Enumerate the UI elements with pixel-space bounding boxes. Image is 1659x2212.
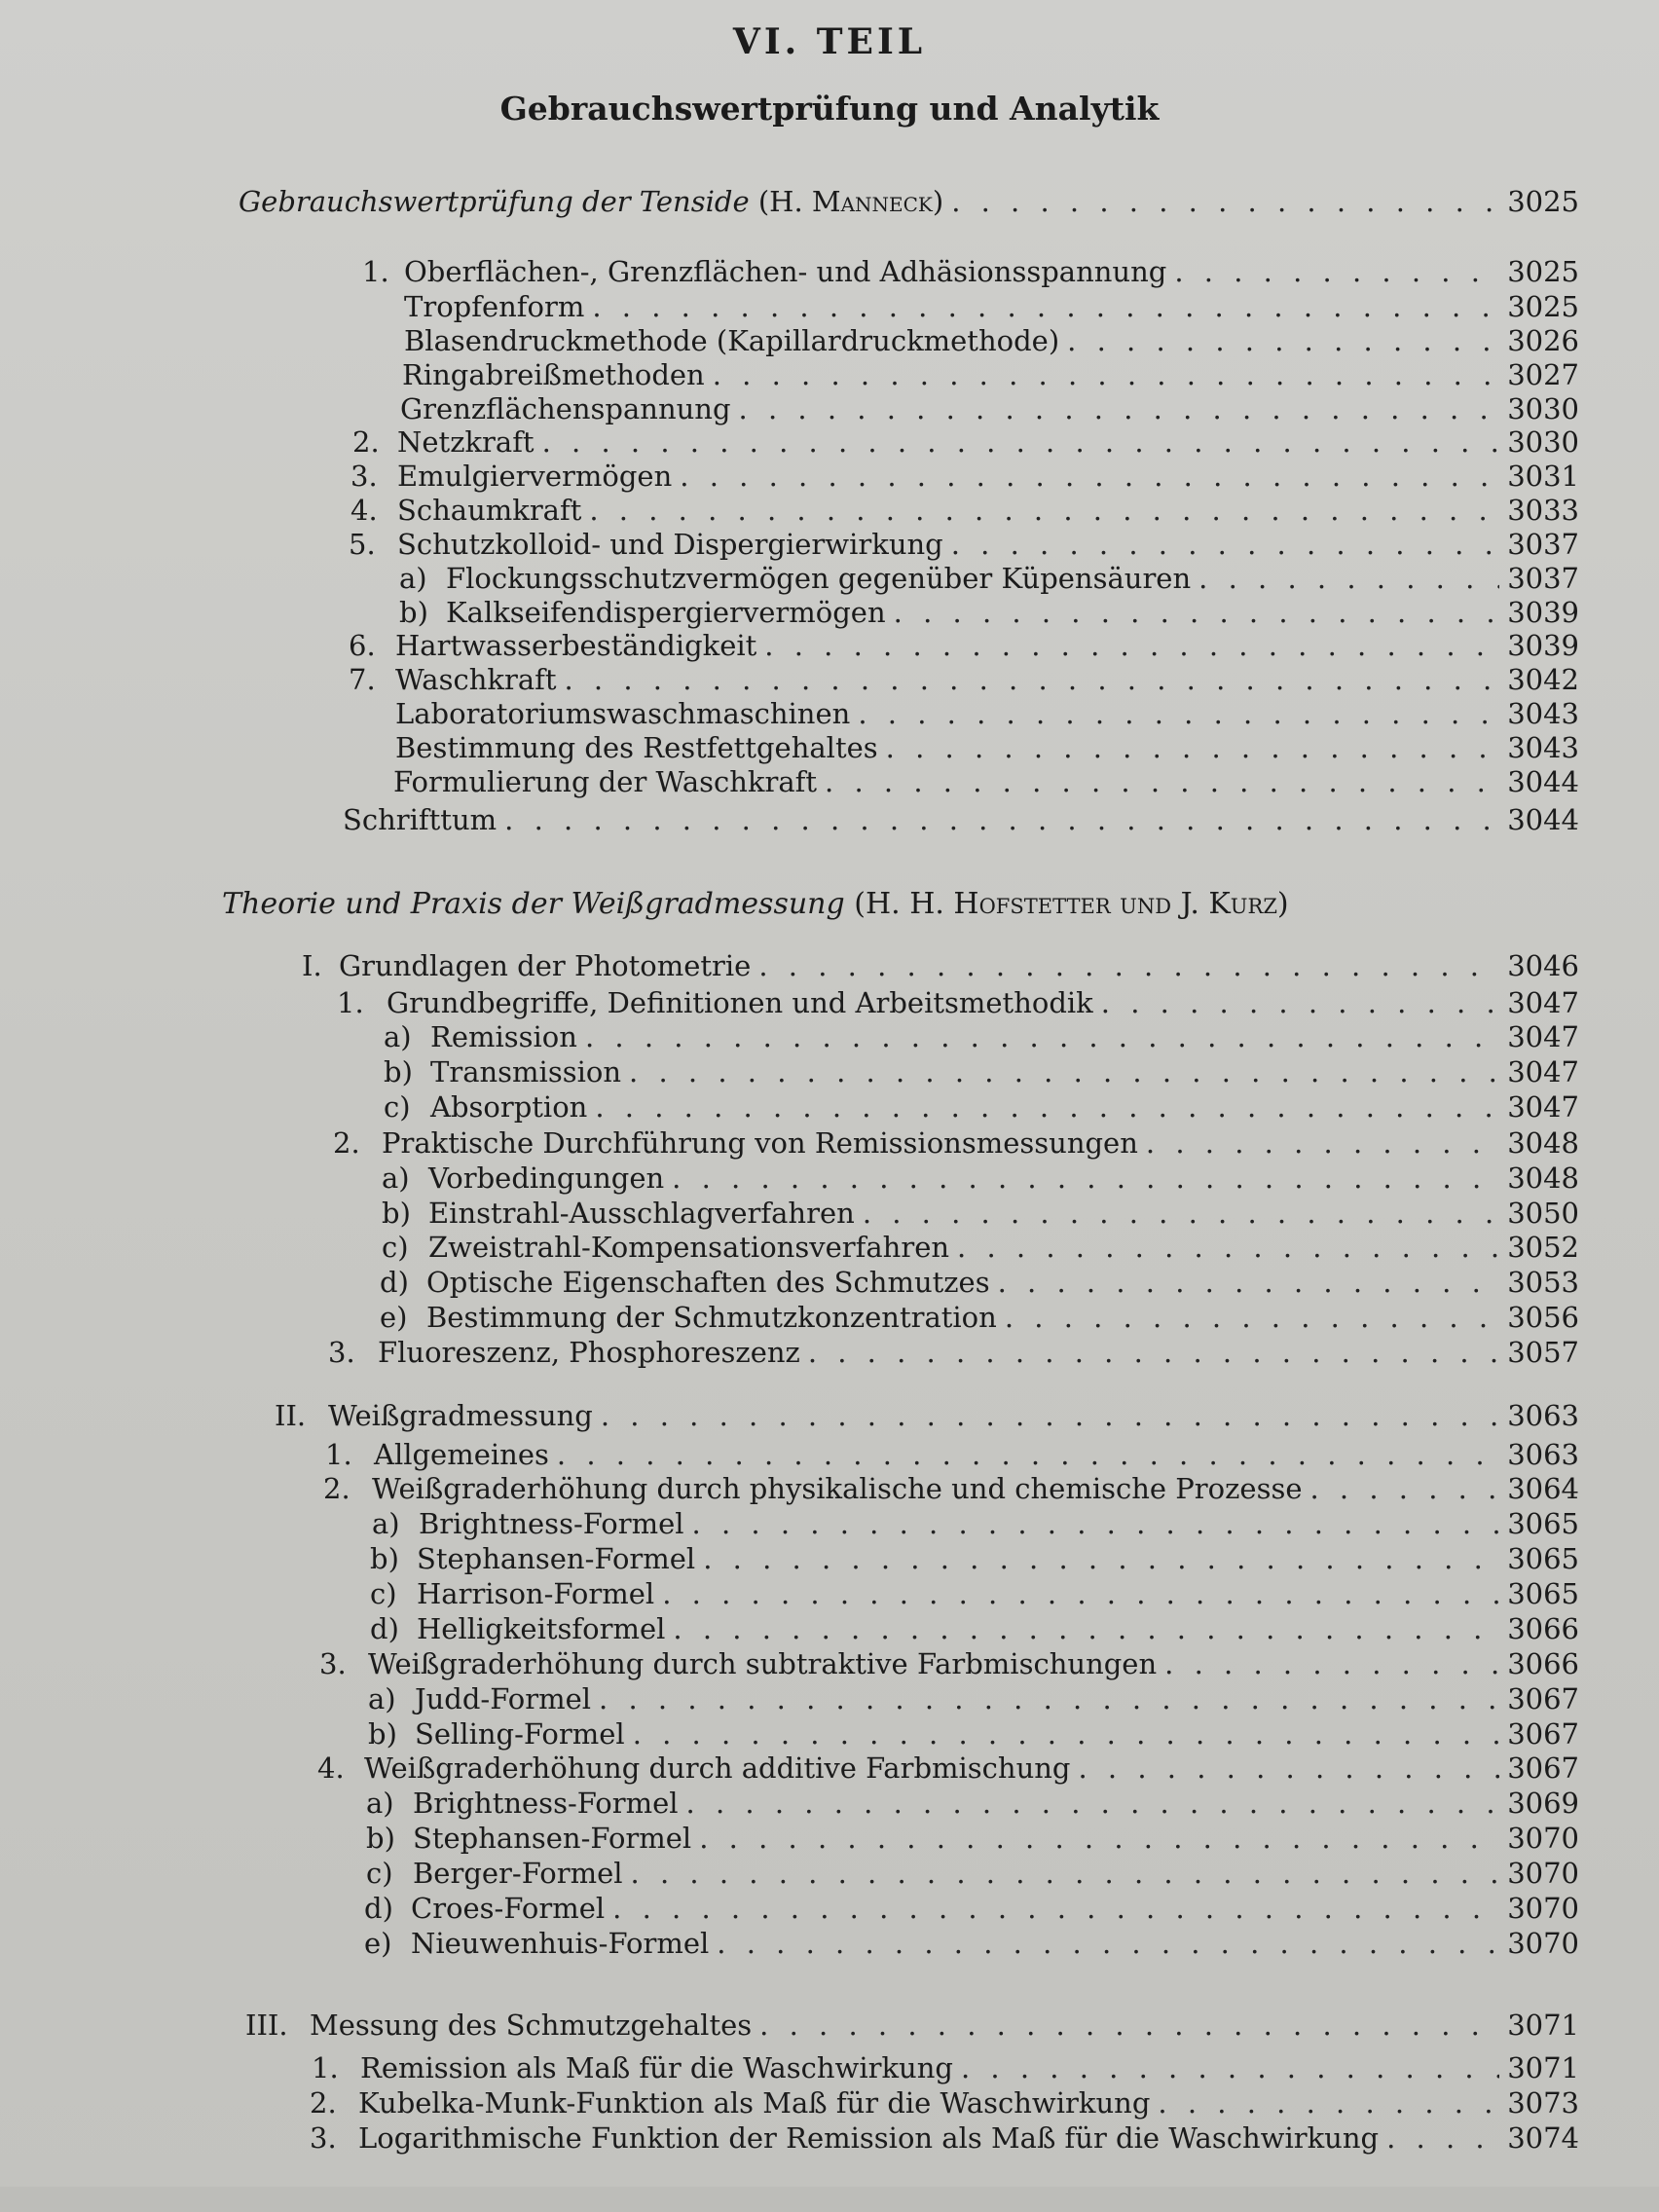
page-number: 3047	[1507, 986, 1579, 1019]
toc-entry	[245, 2009, 1579, 2042]
entry-title: Praktische Durchführung von Remissionsmessungen	[382, 1126, 1138, 1160]
toc-entry	[370, 1577, 1579, 1610]
entry-number: 3.	[310, 2121, 337, 2155]
entry-number: c)	[382, 1231, 409, 1264]
page-number: 3046	[1507, 949, 1579, 982]
entry-number: 5.	[349, 528, 376, 561]
main-title: Gebrauchswertprüfung und Analytik	[499, 90, 1160, 128]
toc-entry	[395, 697, 1579, 730]
page-number: 3070	[1507, 1892, 1579, 1925]
entry-number: c)	[366, 1857, 393, 1890]
entry-number: 4.	[317, 1751, 345, 1785]
entry-title: Grundbegriffe, Definitionen und Arbeitsmethodik	[387, 986, 1093, 1019]
page-number: 3067	[1507, 1751, 1579, 1785]
entry-title: Allgemeines	[374, 1438, 549, 1471]
entry-title: Logarithmische Funktion der Remission als Maß für die Waschwirkung	[358, 2121, 1380, 2155]
leader-dots	[1101, 986, 1499, 1019]
entry-number: 2.	[333, 1126, 360, 1160]
entry-number: 4.	[350, 494, 378, 527]
toc-entry	[368, 1682, 1579, 1715]
entry-title: Croes-Formel	[411, 1892, 606, 1925]
page-number: 3033	[1507, 494, 1579, 527]
entry-number: 3.	[319, 1647, 347, 1680]
entry-title: Bestimmung der Schmutzkonzentration	[426, 1301, 997, 1334]
section-heading-2	[222, 888, 1289, 921]
page-number: 3071	[1507, 2009, 1579, 2042]
entry-title: Messung des Schmutzgehaltes	[310, 2009, 753, 2042]
toc-entry	[323, 1472, 1579, 1505]
toc-entry	[400, 392, 1579, 425]
entry-title: Remission als Maß für die Waschwirkung	[360, 2051, 953, 2084]
leader-dots	[601, 1399, 1499, 1432]
entry-title: Transmission	[430, 1055, 622, 1088]
leader-dots	[565, 663, 1500, 696]
entry-number: 6.	[349, 629, 376, 662]
leader-dots	[1158, 2086, 1499, 2120]
entry-number: 1.	[312, 2051, 339, 2084]
leader-dots	[589, 494, 1499, 527]
entry-number: b)	[382, 1197, 411, 1230]
toc-entry	[404, 324, 1579, 357]
leader-dots	[998, 1266, 1500, 1299]
entry-title: Fluoreszenz, Phosphoreszenz	[378, 1336, 800, 1369]
page-number: 3044	[1507, 803, 1579, 836]
toc-entry	[317, 1751, 1579, 1785]
page-number: 3073	[1507, 2086, 1579, 2120]
leader-dots	[692, 1507, 1500, 1540]
entry-title: Weißgraderhöhung durch additive Farbmischung	[364, 1751, 1071, 1785]
leader-dots	[557, 1438, 1499, 1471]
entry-title: Waschkraft	[395, 663, 557, 696]
toc-entry	[404, 290, 1579, 323]
leader-dots	[717, 1927, 1499, 1960]
entry-title: Weißgraderhöhung durch subtraktive Farbmischungen	[368, 1647, 1158, 1680]
entry-title: Kubelka-Munk-Funktion als Maß für die Waschwirkung	[358, 2086, 1151, 2120]
entry-number: a)	[382, 1161, 410, 1195]
page-number: 3039	[1507, 629, 1579, 662]
leader-dots	[1079, 1751, 1500, 1785]
leader-dots	[504, 803, 1499, 836]
leader-dots	[1174, 255, 1499, 288]
section-author: (H. Manneck)	[757, 185, 944, 218]
entry-title: Helligkeitsformel	[417, 1612, 666, 1645]
entry-title: Zweistrahl-Kompensationsverfahren	[428, 1231, 950, 1264]
entry-title: Selling-Formel	[415, 1717, 625, 1751]
toc-entry	[333, 1126, 1579, 1160]
entry-title: Ringabreißmethoden	[402, 358, 705, 391]
page-number: 3025	[1507, 185, 1579, 218]
page-number: 3037	[1507, 528, 1579, 561]
page-number: 3067	[1507, 1682, 1579, 1715]
entry-number: c)	[384, 1090, 411, 1124]
toc-entry	[399, 562, 1579, 595]
leader-dots	[1198, 562, 1499, 595]
page-number: 3027	[1507, 358, 1579, 391]
toc-entry	[343, 803, 1579, 836]
leader-dots	[662, 1577, 1499, 1610]
toc-entry	[402, 358, 1579, 391]
leader-dots	[595, 1090, 1499, 1124]
leader-dots	[703, 1542, 1499, 1575]
page-number: 3065	[1507, 1577, 1579, 1610]
entry-number: a)	[372, 1507, 400, 1540]
entry-title: Berger-Formel	[413, 1857, 623, 1890]
entry-title: Einstrahl-Ausschlagverfahren	[428, 1197, 855, 1230]
toc-entry	[349, 528, 1579, 561]
toc-entry	[328, 1336, 1579, 1369]
page-number: 3030	[1507, 425, 1579, 459]
page-number: 3056	[1507, 1301, 1579, 1334]
leader-dots	[612, 1892, 1499, 1925]
toc-entry	[382, 1161, 1579, 1195]
entry-title: Nieuwenhuis-Formel	[411, 1927, 710, 1960]
entry-number: b)	[368, 1717, 397, 1751]
toc-entry	[366, 1822, 1579, 1855]
toc-entry	[382, 1197, 1579, 1230]
entry-title: Schaumkraft	[397, 494, 582, 527]
part-title: VI. TEIL	[732, 21, 927, 62]
leader-dots	[1005, 1301, 1499, 1334]
leader-dots	[1386, 2121, 1499, 2155]
page-number: 3043	[1507, 697, 1579, 730]
page-number: 3064	[1507, 1472, 1579, 1505]
leader-dots	[894, 596, 1500, 629]
leader-dots	[686, 1787, 1500, 1820]
page-number: 3025	[1507, 290, 1579, 323]
toc-entry	[349, 629, 1579, 662]
page-number: 3065	[1507, 1507, 1579, 1540]
page-number: 3057	[1507, 1336, 1579, 1369]
entry-title: Weißgraderhöhung durch physikalische und chemische Prozesse	[372, 1472, 1303, 1505]
page-number: 3074	[1507, 2121, 1579, 2155]
leader-dots	[629, 1055, 1499, 1088]
entry-number: a)	[384, 1020, 412, 1053]
entry-title: Grenzflächenspannung	[400, 392, 731, 425]
toc-entry	[310, 2121, 1579, 2155]
entry-title: Remission	[430, 1020, 577, 1053]
leader-dots	[699, 1822, 1499, 1855]
entry-number: a)	[399, 562, 427, 595]
page-number: 3071	[1507, 2051, 1579, 2084]
leader-dots	[951, 185, 1499, 218]
leader-dots	[680, 460, 1499, 493]
entry-number: d)	[380, 1266, 409, 1299]
leader-dots	[1146, 1126, 1499, 1160]
leader-dots	[585, 1020, 1499, 1053]
entry-number: 1.	[325, 1438, 352, 1471]
leader-dots	[592, 290, 1499, 323]
toc-entry	[395, 731, 1579, 764]
leader-dots	[951, 528, 1499, 561]
page-number: 3047	[1507, 1090, 1579, 1124]
entry-title: Stephansen-Formel	[417, 1542, 696, 1575]
entry-number: 1.	[362, 255, 389, 288]
entry-title: Grundlagen der Photometrie	[339, 949, 752, 982]
page-number: 3065	[1507, 1542, 1579, 1575]
page-number: 3042	[1507, 663, 1579, 696]
leader-dots	[863, 1197, 1499, 1230]
entry-title: Flockungsschutzvermögen gegenüber Küpensäuren	[446, 562, 1192, 595]
entry-title: Laboratoriumswaschmaschinen	[395, 697, 851, 730]
toc-entry	[382, 1231, 1579, 1264]
entry-number: e)	[364, 1927, 392, 1960]
leader-dots	[886, 731, 1500, 764]
entry-title: Vorbedingungen	[428, 1161, 665, 1195]
toc-entry	[380, 1266, 1579, 1299]
page-number: 3066	[1507, 1647, 1579, 1680]
entry-number: a)	[366, 1787, 394, 1820]
toc-entry	[372, 1507, 1579, 1540]
entry-number: b)	[366, 1822, 395, 1855]
page-number: 3047	[1507, 1055, 1579, 1088]
toc-entry	[325, 1438, 1579, 1471]
entry-number: 2.	[352, 425, 380, 459]
toc-entry	[350, 494, 1579, 527]
entry-title: Hartwasserbeständigkeit	[395, 629, 757, 662]
entry-title: Kalkseifendispergiervermögen	[446, 596, 886, 629]
page-number: 3063	[1507, 1399, 1579, 1432]
leader-dots	[1310, 1472, 1500, 1505]
page-number: 3070	[1507, 1927, 1579, 1960]
leader-dots	[1164, 1647, 1499, 1680]
page-number: 3069	[1507, 1787, 1579, 1820]
entry-title: Blasendruckmethode (Kapillardruckmethode)	[404, 324, 1060, 357]
leader-dots	[713, 358, 1499, 391]
entry-number: d)	[370, 1612, 399, 1645]
entry-number: b)	[384, 1055, 413, 1088]
entry-title: Optische Eigenschaften des Schmutzes	[426, 1266, 990, 1299]
toc-entry	[364, 1892, 1579, 1925]
section-title: Gebrauchswertprüfung der Tenside	[239, 185, 750, 218]
entry-number: III.	[245, 2009, 288, 2042]
entry-title: Stephansen-Formel	[413, 1822, 692, 1855]
leader-dots	[764, 629, 1499, 662]
leader-dots	[542, 425, 1500, 459]
toc-entry	[310, 2086, 1579, 2120]
page-number: 3066	[1507, 1612, 1579, 1645]
entry-number: 7.	[349, 663, 376, 696]
page-number: 3053	[1507, 1266, 1579, 1299]
entry-title: Brightness-Formel	[413, 1787, 679, 1820]
leader-dots	[739, 392, 1500, 425]
entry-number: a)	[368, 1682, 396, 1715]
page-number: 3039	[1507, 596, 1579, 629]
page-number: 3052	[1507, 1231, 1579, 1264]
entry-title: Brightness-Formel	[419, 1507, 684, 1540]
toc-entry	[319, 1647, 1579, 1680]
page-number: 3044	[1507, 765, 1579, 798]
page-number: 3050	[1507, 1197, 1579, 1230]
entry-number: c)	[370, 1577, 397, 1610]
section-heading-1	[239, 185, 1579, 218]
toc-entry	[349, 663, 1579, 696]
toc-entry	[384, 1020, 1579, 1053]
entry-number: I.	[302, 949, 322, 982]
entry-number: 2.	[323, 1472, 350, 1505]
leader-dots	[1067, 324, 1499, 357]
page-number: 3031	[1507, 460, 1579, 493]
entry-number: 3.	[328, 1336, 355, 1369]
toc-entry	[370, 1542, 1579, 1575]
toc-entry	[275, 1399, 1579, 1432]
entry-title: Absorption	[430, 1090, 588, 1124]
page-number: 3037	[1507, 562, 1579, 595]
toc-entry	[368, 1717, 1579, 1751]
entry-title: Formulierung der Waschkraft	[393, 765, 818, 798]
toc-entry	[302, 949, 1579, 982]
page-number: 3063	[1507, 1438, 1579, 1471]
leader-dots	[633, 1717, 1500, 1751]
toc-entry	[399, 596, 1579, 629]
entry-number: 1.	[337, 986, 364, 1019]
entry-title: Oberflächen-, Grenzflächen- und Adhäsionsspannung	[404, 255, 1167, 288]
entry-title: Bestimmung des Restfettgehaltes	[395, 731, 878, 764]
leader-dots	[961, 2051, 1499, 2084]
toc-entry	[366, 1857, 1579, 1890]
entry-number: d)	[364, 1892, 393, 1925]
toc-entry	[350, 460, 1579, 493]
leader-dots	[631, 1857, 1500, 1890]
toc-entry	[364, 1927, 1579, 1960]
leader-dots	[957, 1231, 1499, 1264]
entry-title: Schutzkolloid- und Dispergierwirkung	[397, 528, 943, 561]
toc-entry	[370, 1612, 1579, 1645]
entry-title: Schrifttum	[343, 803, 498, 836]
entry-number: II.	[275, 1399, 307, 1432]
page-number: 3047	[1507, 1020, 1579, 1053]
entry-title: Harrison-Formel	[417, 1577, 655, 1610]
entry-title: Weißgradmessung	[328, 1399, 593, 1432]
page-number: 3043	[1507, 731, 1579, 764]
page-number: 3067	[1507, 1717, 1579, 1751]
entry-number: e)	[380, 1301, 408, 1334]
toc-entry	[380, 1301, 1579, 1334]
toc-entry	[362, 255, 1579, 288]
leader-dots	[808, 1336, 1499, 1369]
toc-entry	[337, 986, 1579, 1019]
page-bottom-edge	[0, 2187, 1659, 2212]
leader-dots	[758, 949, 1499, 982]
leader-dots	[825, 765, 1499, 798]
toc-entry	[366, 1787, 1579, 1820]
page-number: 3048	[1507, 1161, 1579, 1195]
leader-dots	[672, 1161, 1499, 1195]
entry-title: Tropfenform	[404, 290, 585, 323]
page-number: 3048	[1507, 1126, 1579, 1160]
leader-dots	[599, 1682, 1499, 1715]
page-number: 3025	[1507, 255, 1579, 288]
entry-title: Judd-Formel	[415, 1682, 592, 1715]
entry-number: 3.	[350, 460, 378, 493]
section-author: (H. H. Hofstetter und J. Kurz)	[854, 887, 1289, 921]
leader-dots	[673, 1612, 1499, 1645]
leader-dots	[759, 2009, 1499, 2042]
entry-title: Emulgiervermögen	[397, 460, 673, 493]
section-title: Theorie und Praxis der Weißgradmessung	[222, 887, 845, 921]
entry-title: Netzkraft	[397, 425, 535, 459]
page-number: 3030	[1507, 392, 1579, 425]
toc-entry	[384, 1090, 1579, 1124]
entry-number: 2.	[310, 2086, 337, 2120]
toc-entry	[352, 425, 1579, 459]
entry-number: b)	[399, 596, 428, 629]
page-number: 3026	[1507, 324, 1579, 357]
entry-number: b)	[370, 1542, 399, 1575]
page-number: 3070	[1507, 1822, 1579, 1855]
toc-entry	[393, 765, 1579, 798]
leader-dots	[858, 697, 1499, 730]
toc-entry	[384, 1055, 1579, 1088]
toc-entry	[312, 2051, 1579, 2084]
page-number: 3070	[1507, 1857, 1579, 1890]
